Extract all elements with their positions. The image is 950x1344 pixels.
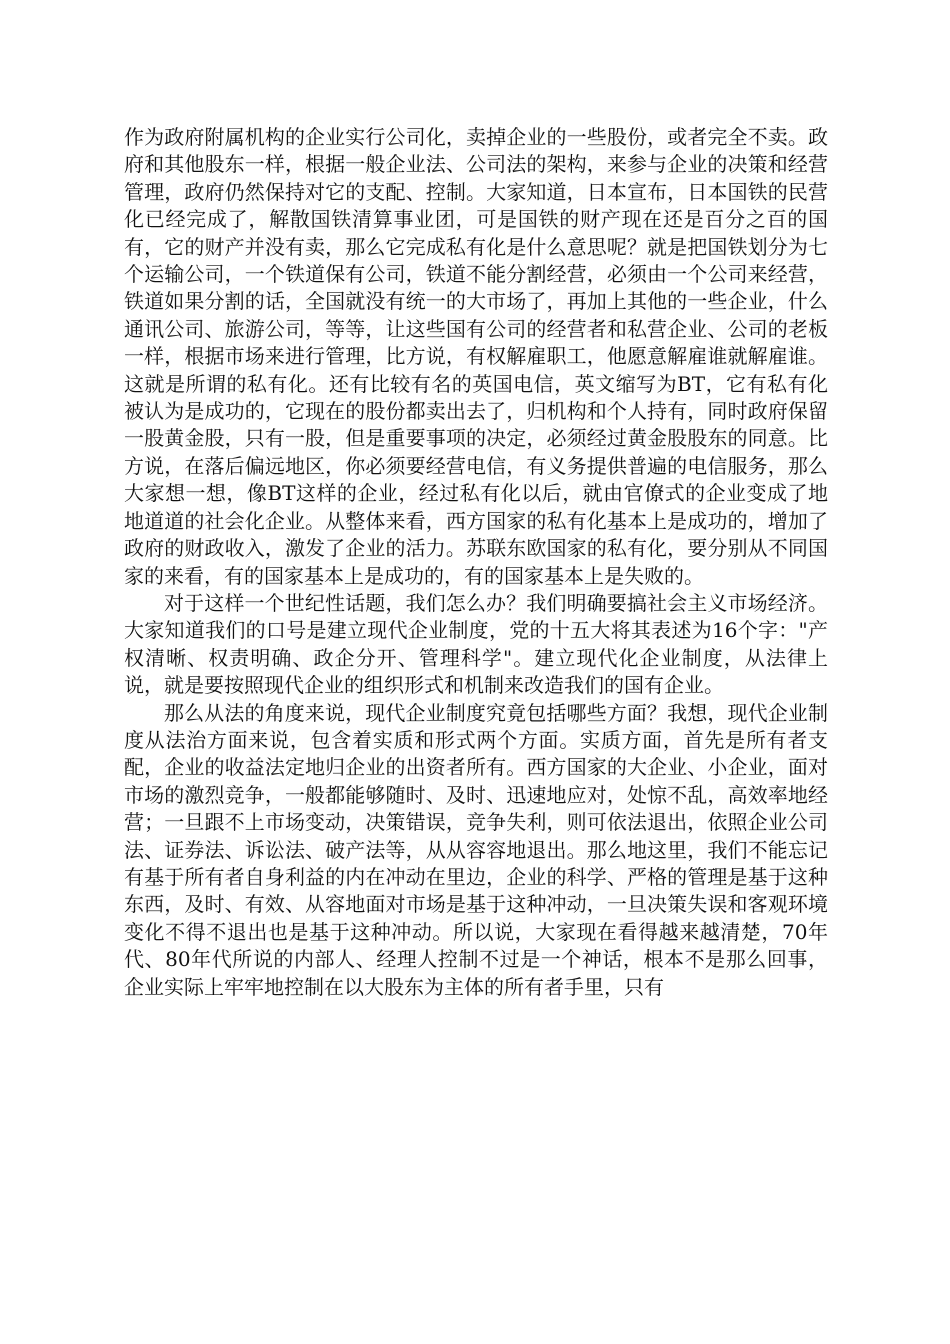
paragraph-1: 作为政府附属机构的企业实行公司化，卖掉企业的一些股份，或者完全不卖。政府和其他股东一样，根据一般企业法、公司法的架构，来参与企业的决策和经营管理，政府仍然保持对它的支配、控制。大家知道，日本宣布，日本国铁的民营化已经完成了，解散国铁清算事业团，可是国铁的财产现在还是百分之百的国有，它的财产并没有卖，那么它完成私有化是什么意思呢？就是把国铁划分为七个运输公司，一个铁道保有公司，铁道不能分割经营，必须由一个公司来经营，铁道如果分割的话，全国就没有统一的大市场了，再加上其他的一些企业，什么通讯公司、旅游公司，等等，让这些国有公司的经营者和私营企业、公司的老板一样，根据市场来进行管理，比方说，有权解雇职工，他愿意解雇谁就解雇谁。这就是所谓的私有化。还有比较有名的英国电信，英文缩写为BT，它有私有化被认为是成功的，它现在的股份都卖出去了，归机构和个人持有，同时政府保留一股黄金股，只有一股，但是重要事项的决定，必须经过黄金股股东的同意。比方说，在落后偏远地区，你必须要经营电信，有义务提供普遍的电信服务，那么大家想一想，像BT这样的企业，经过私有化以后，就由官僚式的企业变成了地地道道的社会化企业。从整体来看，西方国家的私有化基本上是成功的，增加了政府的财政收入，激发了企业的活力。苏联东欧国家的私有化，要分别从不同国家的来看，有的国家基本上是成功的，有的国家基本上是失败的。 <box>124 125 828 588</box>
paragraph-2: 对于这样一个世纪性话题，我们怎么办？我们明确要搞社会主义市场经济。大家知道我们的口号是建立现代企业制度，党的十五大将其表述为16个字："产权清晰、权责明确、政企分开、管理科学"。建立现代化企业制度，从法律上说，就是要按照现代企业的组织形式和机制来改造我们的国有企业。 <box>124 590 828 698</box>
paragraph-3: 那么从法的角度来说，现代企业制度究竟包括哪些方面？我想，现代企业制度从法治方面来说，包含着实质和形式两个方面。实质方面，首先是所有者支配，企业的收益法定地归企业的出资者所有。西方国家的大企业、小企业，面对市场的激烈竞争，一般都能够随时、及时、迅速地应对，处惊不乱，高效率地经营；一旦跟不上市场变动，决策错误，竞争失利，则可依法退出，依照企业公司法、证券法、诉讼法、破产法等，从从容容地退出。那么地这里，我们不能忘记有基于所有者自身利益的内在冲动在里边，企业的科学、严格的管理是基于这种东西，及时、有效、从容地面对市场是基于这种冲动，一旦决策失误和客观环境变化不得不退出也是基于这种冲动。所以说，大家现在看得越来越清楚，70年代、80年代所说的内部人、经理人控制不过是一个神话，根本不是那么回事，企业实际上牢牢地控制在以大股东为主体的所有者手里，只有 <box>124 700 828 999</box>
body-text <box>124 124 828 1001</box>
